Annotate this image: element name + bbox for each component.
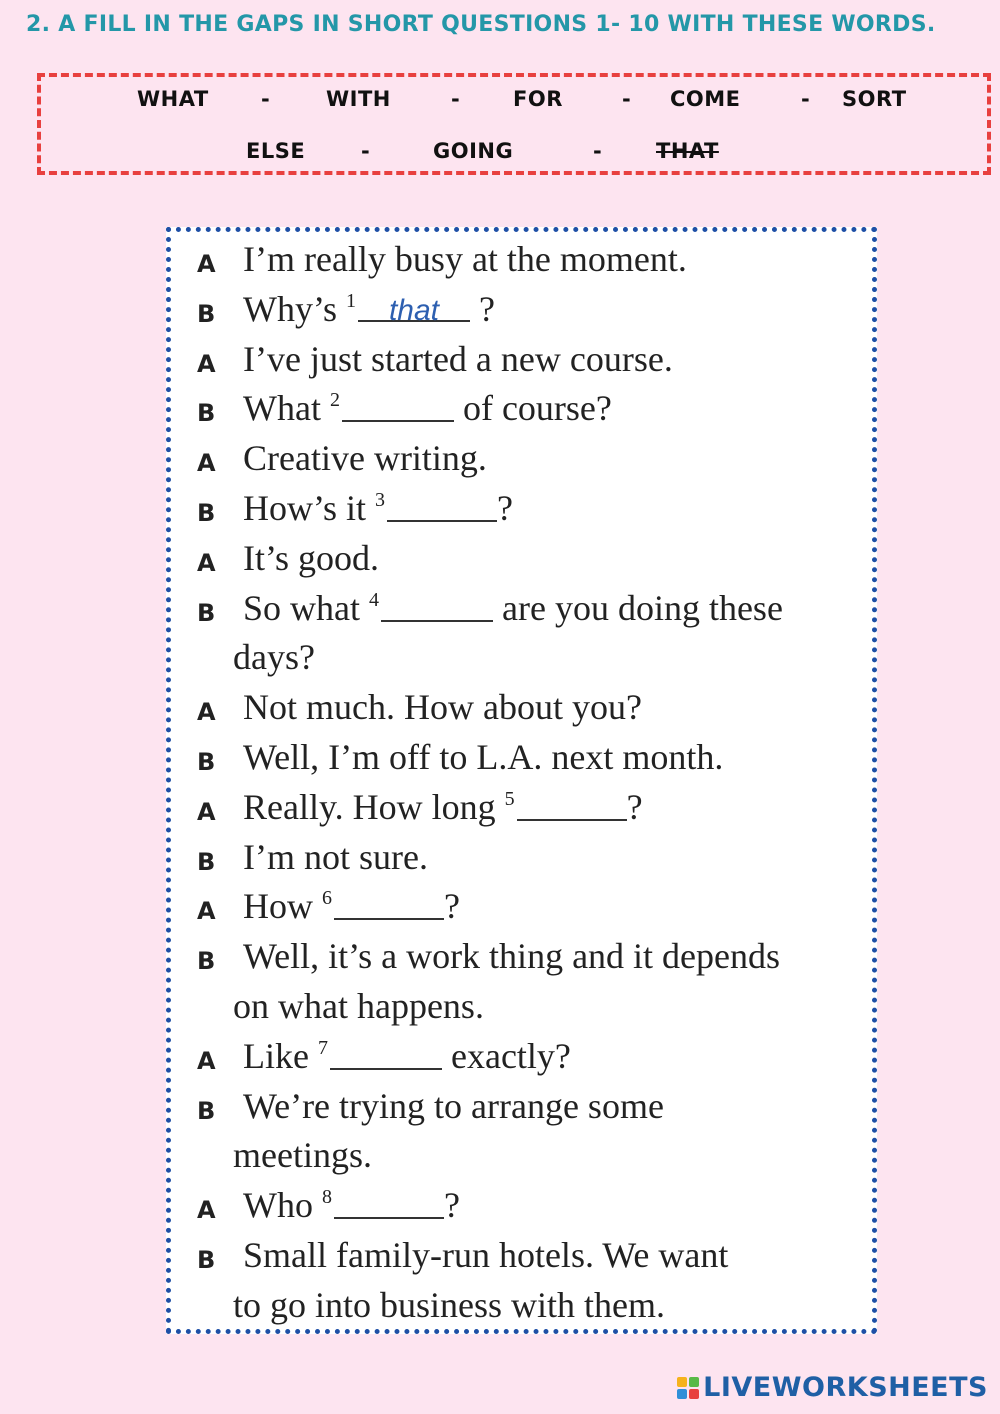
word-separator: - xyxy=(622,87,632,111)
text-before-gap: Like xyxy=(243,1035,318,1076)
word-separator: - xyxy=(361,139,371,163)
word-that-used: THAT xyxy=(656,139,719,163)
dialogue-text: We’re trying to arrange some xyxy=(243,1085,664,1126)
dialogue-line-continued xyxy=(171,1132,871,1182)
dialogue-line xyxy=(171,435,871,485)
speaker-label: A xyxy=(197,449,216,478)
dialogue-box xyxy=(166,227,877,1334)
text-after-gap: ? xyxy=(443,1185,460,1226)
text-after-gap: of course? xyxy=(453,388,612,429)
speaker-label: B xyxy=(197,847,216,876)
gap-blank[interactable] xyxy=(387,490,497,522)
dialogue-line xyxy=(171,883,871,933)
logo-square xyxy=(689,1377,699,1387)
dialogue-line-continued xyxy=(171,634,871,684)
dialogue-line xyxy=(171,485,871,535)
speaker-label: B xyxy=(197,947,216,976)
text-after-gap: are you doing these xyxy=(493,587,783,628)
gap-number: 2 xyxy=(329,389,340,412)
dialogue-line xyxy=(171,1182,871,1232)
text-before-gap: How’s it xyxy=(243,488,376,528)
dialogue-line-continued xyxy=(171,1282,871,1332)
word-separator: - xyxy=(261,87,271,111)
dialogue-line xyxy=(171,834,871,884)
word-with: WITH xyxy=(326,87,391,111)
logo-square xyxy=(677,1377,687,1387)
dialogue-text-with-gap xyxy=(243,1035,571,1077)
speaker-label: A xyxy=(197,897,216,926)
dialogue-text: Not much. How about you? xyxy=(243,687,642,728)
dialogue-text-with-gap xyxy=(243,786,643,828)
speaker-label: B xyxy=(197,1096,216,1125)
text-before-gap: Who xyxy=(243,1185,322,1226)
dialogue-text: It’s good. xyxy=(243,537,380,578)
dialogue-line xyxy=(171,336,871,386)
dialogue-text-with-gap xyxy=(243,387,612,429)
dialogue-text-with-gap xyxy=(243,885,460,927)
word-going: GOING xyxy=(433,139,514,163)
speaker-label: B xyxy=(197,748,216,776)
gap-blank[interactable] xyxy=(334,1187,444,1219)
gap-number: 7 xyxy=(317,1036,328,1059)
dialogue-line-continued xyxy=(171,983,871,1033)
word-for: FOR xyxy=(513,87,563,111)
text-after-gap: ? xyxy=(626,786,643,827)
text-after-gap: exactly? xyxy=(441,1035,571,1076)
gap-blank[interactable] xyxy=(334,888,444,920)
gap-number: 5 xyxy=(504,787,515,810)
dialogue-line xyxy=(171,585,871,635)
speaker-label: A xyxy=(197,1046,216,1075)
text-after-gap: ? xyxy=(470,288,495,329)
text-after-gap: ? xyxy=(444,886,460,927)
text-before-gap: Really. How long xyxy=(243,786,505,827)
dialogue-line xyxy=(171,535,871,585)
dialogue-text-with-gap xyxy=(243,288,495,330)
dialogue-text: Small family-run hotels. We want xyxy=(243,1235,729,1275)
gap-blank[interactable] xyxy=(517,789,627,821)
dialogue-text: days? xyxy=(233,637,315,678)
logo-text: LIVEWORKSHEETS xyxy=(703,1372,988,1403)
gap-blank[interactable] xyxy=(330,1038,442,1070)
dialogue-line xyxy=(171,684,871,734)
word-come: COME xyxy=(670,87,741,111)
word-what: WHAT xyxy=(137,87,209,111)
dialogue-line xyxy=(171,734,871,784)
gap-number: 3 xyxy=(375,489,386,511)
dialogue-line xyxy=(171,933,871,983)
speaker-label: A xyxy=(197,698,216,727)
gap-blank[interactable] xyxy=(381,590,493,622)
speaker-label: A xyxy=(197,548,216,577)
liveworksheets-logo xyxy=(677,1372,988,1403)
speaker-label: A xyxy=(197,349,216,378)
gap-number: 4 xyxy=(369,588,379,611)
gap-blank[interactable] xyxy=(342,390,454,422)
word-separator: - xyxy=(451,87,461,111)
word-bank xyxy=(37,73,991,175)
exercise-heading: 2. A FILL IN THE GAPS IN SHORT QUESTIONS 1- 10 WITH THESE WORDS. xyxy=(26,12,936,37)
dialogue-text-with-gap xyxy=(243,1184,460,1226)
gap-number: 8 xyxy=(321,1186,332,1209)
dialogue-text: Creative writing. xyxy=(243,438,487,479)
word-sort: SORT xyxy=(842,87,907,111)
dialogue-line xyxy=(171,1083,871,1133)
gap-number: 1 xyxy=(346,289,356,312)
speaker-label: A xyxy=(197,250,216,278)
text-before-gap: What xyxy=(243,388,330,429)
dialogue-text: Well, it’s a work thing and it depends xyxy=(243,936,781,977)
speaker-label: B xyxy=(197,499,216,527)
dialogue-text: Well, I’m off to L.A. next month. xyxy=(243,737,724,777)
dialogue-text: I’m really busy at the moment. xyxy=(243,239,687,279)
speaker-label: A xyxy=(197,1196,216,1225)
speaker-label: B xyxy=(197,1246,216,1274)
speaker-label: A xyxy=(197,797,216,826)
word-separator: - xyxy=(801,87,811,111)
dialogue-text: I’m not sure. xyxy=(243,836,428,877)
liveworksheets-logo-icon xyxy=(677,1377,699,1399)
speaker-label: B xyxy=(197,399,216,428)
text-before-gap: So what xyxy=(243,587,369,628)
text-before-gap: How xyxy=(243,886,322,927)
text-after-gap: ? xyxy=(497,488,513,528)
word-else: ELSE xyxy=(246,139,306,163)
dialogue-text-with-gap xyxy=(243,487,513,529)
dialogue-line xyxy=(171,236,871,286)
dialogue-text-with-gap xyxy=(243,587,783,629)
gap-number: 6 xyxy=(322,887,332,910)
dialogue-line xyxy=(171,385,871,435)
text-before-gap: Why’s xyxy=(243,288,346,329)
logo-square xyxy=(689,1389,699,1399)
speaker-label: B xyxy=(197,598,216,627)
dialogue-line xyxy=(171,784,871,834)
dialogue-text: meetings. xyxy=(233,1135,372,1176)
dialogue-line xyxy=(171,1033,871,1083)
dialogue-text: I’ve just started a new course. xyxy=(243,338,673,379)
dialogue-text: to go into business with them. xyxy=(233,1284,665,1325)
gap-blank[interactable] xyxy=(358,290,470,327)
dialogue-text: on what happens. xyxy=(233,986,484,1026)
dialogue-line xyxy=(171,1232,871,1282)
speaker-label: B xyxy=(197,299,216,328)
dialogue-line xyxy=(171,286,871,336)
word-separator: - xyxy=(593,139,603,163)
gap-answer: that xyxy=(388,293,440,327)
logo-square xyxy=(677,1389,687,1399)
